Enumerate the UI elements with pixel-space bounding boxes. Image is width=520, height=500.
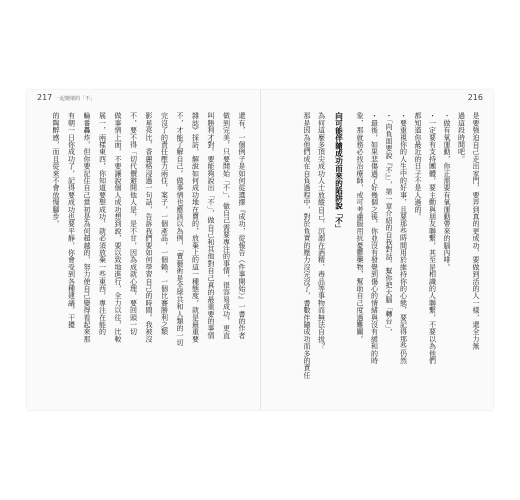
book-spread <box>27 90 493 410</box>
text-column: ・最後，如果悲傷過了好幾個之後，你並沒有發覺到傷心的情緒與沒有緩和的時 <box>370 112 379 364</box>
right-page <box>261 90 493 410</box>
text-column: 影星亮比，香麗格浸過一句話，告訴我們要如何學習自己的時間。我被沒 <box>145 112 153 343</box>
text-column: ・一定要有支持團體，要主動與朋友聯繫，其至是相識的人聯繫，不要以為他們 <box>428 112 437 364</box>
text-column: ・要重視你的人生中的好事，且要那些時間用於維持你的心態，要記得那些仍然 <box>399 112 408 364</box>
text-column: 雜誌》採訪，解說如何成功地在賣的，放棄上的這一種態度，就是最重要 <box>191 112 200 343</box>
right-page-number: 216 <box>467 93 483 102</box>
text-column: 展一，兩樣東西，你知道要想成功，就必須放棄一些東西，專注在能的 <box>98 112 107 336</box>
text-column: 象，那就務必找治療師，或可考慮服用抗憂鬱藥物，幫助自己度過難關。 <box>356 112 364 343</box>
text-column: 不，要不得「切代價避開他人是，是不甘，因為成就心理，要回頭一切 <box>129 112 138 336</box>
left-page-number: 217 <box>37 93 53 102</box>
text-column: 過這段時間吧。 <box>457 112 466 163</box>
text-column: 為何這麼多頂尖成功人士放縱自己，沉溺在酒精、毒品等事物而無法自拔？ <box>317 112 326 350</box>
text-column: 做到完美，只要開始「不」，做自己需要專注的事情，很容易成功，更直 <box>222 112 231 339</box>
text-column: 是要強迫自己走出家門，要弄到真的更成功，要做到活的人一樣，還全力無 <box>472 112 480 350</box>
left-page-body <box>41 112 247 392</box>
text-column: 有朝一日你成功了，記得要成功也要平靜，你會受到各種建議，干擾 <box>67 112 76 328</box>
text-column: 還有，一個例子是如何從選擇『成功，從報告（件事開始）』一書的作者 <box>238 112 246 339</box>
text-column: 做事情上面，不要讓說個人成功想到說，要以致地進行，全力以往，比較 <box>114 112 122 343</box>
text-column: 完沒了的責任壓力兩住，案子，一個產品，一個賴，一個比賽勝利之類 <box>160 112 169 336</box>
section-heading: 向可能伴隨成功而來的陷阱說「不」 <box>334 112 344 232</box>
text-column: 的陶醉感，而且從來不會放慢腳步。 <box>52 112 60 228</box>
text-column: 叫勝利才對。要能夠說出「不」，做自己和其他對自己真的最重要的事情 <box>207 112 215 339</box>
text-column: ・做有氧運動，你正需要有氧運動帶來的腦內啡。 <box>443 112 451 271</box>
text-column: 都知道你最近的日子不是人過的。 <box>414 112 422 220</box>
text-column: 輪番轟炸，但你要記住自己當初是為何超越的，努力使自己變得看起來那 <box>83 112 91 343</box>
text-column: 不，才能了解自己。做事情也應該以為例，「賣藝術是全球共和人類的一切 <box>176 112 184 347</box>
right-page-body <box>267 112 481 392</box>
left-page <box>27 90 260 410</box>
text-column: ・「向負面要說『不』」，第一章介紹的自我對話，幫你把大腦「轉台」， <box>385 112 393 336</box>
left-running-head: 一起變壞的「不」 <box>55 96 96 102</box>
text-column: 那是因為他們成在自負過程中，對於負責的壓力沒完沒了，書數伴隨成功而多的責任 <box>303 112 311 379</box>
